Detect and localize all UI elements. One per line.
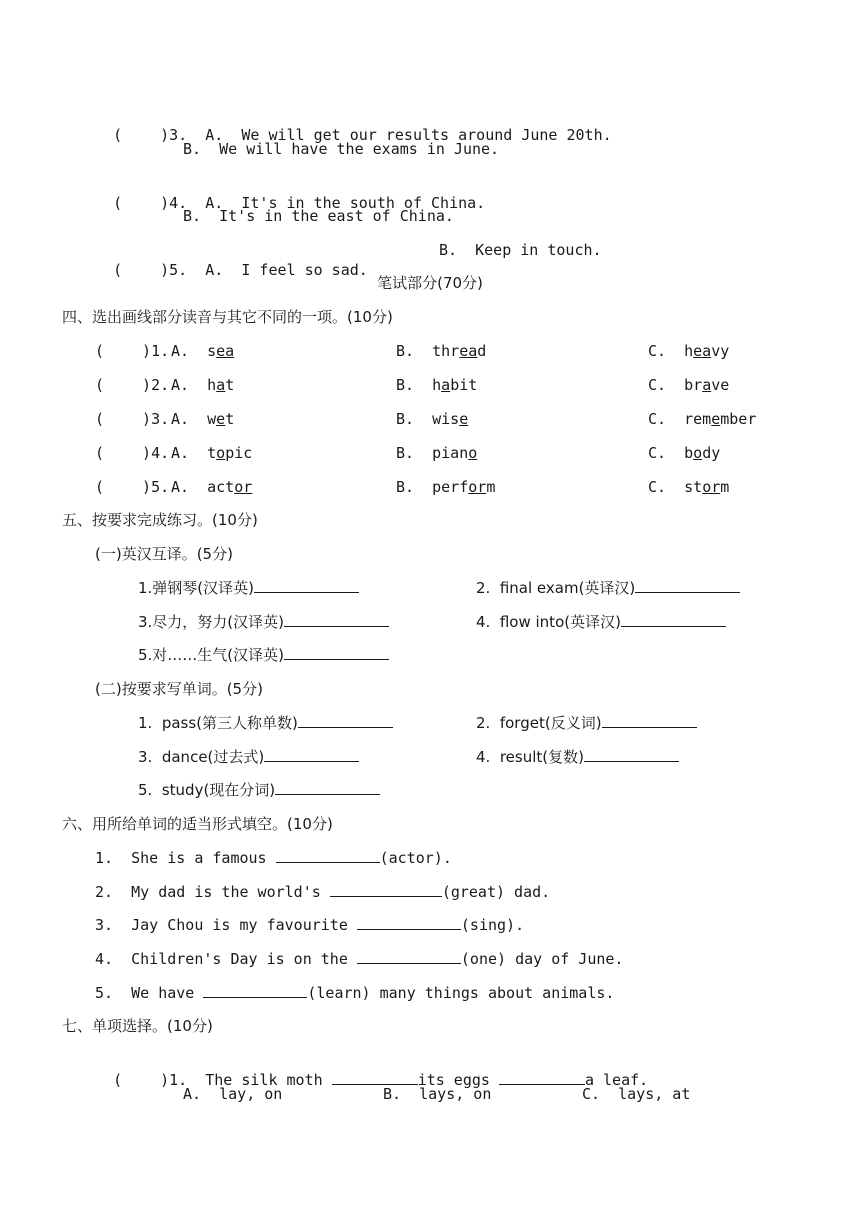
answer-paren-close: ) <box>142 410 152 428</box>
answer-blank[interactable] <box>254 578 359 593</box>
fill-item-3: 3. Jay Chou is my favourite (sing). <box>95 916 525 934</box>
word-form-item-3: 3. dance(过去式) <box>138 747 359 767</box>
answer-blank[interactable] <box>284 645 389 660</box>
phonics-row-1-option-a: A. sea <box>171 342 235 360</box>
phonics-row-3-option-a: A. wet <box>171 410 235 428</box>
translation-item-1: 1.弹钢琴(汉译英) <box>138 578 359 598</box>
section-6-title: 六、用所给单词的适当形式填空。(10分) <box>62 815 333 833</box>
option-letter: B. <box>396 444 433 462</box>
option-letter: C. <box>648 444 685 462</box>
answer-paren-close: ) <box>142 478 152 496</box>
phonics-row-3-number <box>95 409 169 429</box>
phonics-row-2-option-a: A. hat <box>171 376 235 394</box>
fill-item-4: 4. Children's Day is on the (one) day of June. <box>95 950 624 968</box>
answer-paren-open: ( <box>113 126 123 144</box>
answer-blank[interactable] <box>203 983 307 998</box>
question-number: 4. <box>169 194 188 212</box>
phonics-row-1-number <box>95 341 169 361</box>
translation-item-2: 2. final exam(英译汉) <box>476 578 740 598</box>
underlined-letters: ea <box>216 342 235 360</box>
phonics-row-5-number <box>95 477 169 497</box>
option-letter: C. <box>648 478 685 496</box>
underlined-letters: o <box>468 444 478 462</box>
answer-blank[interactable] <box>357 915 461 930</box>
listening-q3-option-b: B. We will have the exams in June. <box>183 140 500 158</box>
written-section-title: 笔试部分(70分) <box>377 274 483 292</box>
question-number: 2. <box>151 376 170 394</box>
option-a: A. I feel so sad. <box>205 261 368 279</box>
phonics-row-5-option-c: C. storm <box>648 478 730 496</box>
question-number: 5. <box>151 478 170 496</box>
underlined-letters: a <box>702 376 712 394</box>
question-number: 1. <box>151 342 170 360</box>
option-a: A. It's in the south of China. <box>205 194 486 212</box>
answer-blank[interactable] <box>621 612 726 627</box>
answer-paren-close: ) <box>142 444 152 462</box>
underlined-letters: e <box>711 410 721 428</box>
answer-paren-open: ( <box>113 194 123 212</box>
translation-item-5: 5.对……生气(汉译英) <box>138 645 389 665</box>
answer-paren-open: ( <box>113 261 123 279</box>
answer-paren-open: ( <box>95 410 105 428</box>
phonics-row-3-option-b: B. wise <box>396 410 469 428</box>
option-letter: A. <box>171 444 208 462</box>
underlined-letters: ea <box>693 342 712 360</box>
section-5-part-1-title: (一)英汉互译。(5分) <box>95 545 233 563</box>
option-letter: B. <box>396 410 433 428</box>
answer-paren-close: ) <box>142 376 152 394</box>
phonics-row-4-option-c: C. body <box>648 444 721 462</box>
question-number: 5. <box>169 261 188 279</box>
word-form-item-2: 2. forget(反义词) <box>476 713 697 733</box>
answer-blank[interactable] <box>276 848 380 863</box>
option-letter: B. <box>396 478 433 496</box>
phonics-row-5-option-a: A. actor <box>171 478 253 496</box>
answer-blank[interactable] <box>357 949 461 964</box>
section-7-title: 七、单项选择。(10分) <box>62 1017 213 1035</box>
phonics-row-2-option-b: B. habit <box>396 376 478 394</box>
option-letter: C. <box>648 342 685 360</box>
answer-paren-open: ( <box>95 342 105 360</box>
phonics-row-2-number <box>95 375 169 395</box>
underlined-letters: a <box>216 376 226 394</box>
answer-paren-close: ) <box>160 194 170 212</box>
listening-q4-option-b: B. It's in the east of China. <box>183 207 454 225</box>
question-number: 4. <box>151 444 170 462</box>
underlined-letters: or <box>468 478 487 496</box>
translation-item-3: 3.尽力，努力(汉译英) <box>138 612 389 632</box>
answer-paren-close: ) <box>160 126 170 144</box>
option-letter: A. <box>171 478 208 496</box>
section-5-title: 五、按要求完成练习。(10分) <box>62 511 258 529</box>
phonics-row-5-option-b: B. perform <box>396 478 496 496</box>
underlined-letters: o <box>216 444 226 462</box>
choice-q1-option-c: C. lays, at <box>582 1085 691 1103</box>
phonics-row-2-option-c: C. brave <box>648 376 730 394</box>
answer-blank[interactable] <box>499 1070 585 1085</box>
underlined-letters: a <box>441 376 451 394</box>
answer-blank[interactable] <box>284 612 389 627</box>
answer-blank[interactable] <box>264 747 359 762</box>
phonics-row-4-option-a: A. topic <box>171 444 253 462</box>
answer-paren-close: ) <box>160 1071 170 1089</box>
answer-paren-close: ) <box>142 342 152 360</box>
option-letter: A. <box>171 342 208 360</box>
underlined-letters: e <box>216 410 226 428</box>
fill-item-2: 2. My dad is the world's (great) dad. <box>95 883 551 901</box>
underlined-letters: o <box>693 444 703 462</box>
underlined-letters: or <box>702 478 721 496</box>
fill-item-5: 5. We have (learn) many things about animals. <box>95 984 615 1002</box>
underlined-letters: or <box>234 478 253 496</box>
listening-q5-option-b: B. Keep in touch. <box>439 241 602 259</box>
answer-paren-close: ) <box>160 261 170 279</box>
word-form-item-1: 1. pass(第三人称单数) <box>138 713 393 733</box>
answer-blank[interactable] <box>298 713 393 728</box>
fill-item-1: 1. She is a famous (actor). <box>95 849 452 867</box>
answer-blank[interactable] <box>602 713 697 728</box>
phonics-row-4-option-b: B. piano <box>396 444 478 462</box>
phonics-row-1-option-b: B. thread <box>396 342 487 360</box>
section-5-part-2-title: (二)按要求写单词。(5分) <box>95 680 263 698</box>
option-letter: C. <box>648 376 685 394</box>
phonics-row-4-number <box>95 443 169 463</box>
option-letter: A. <box>171 376 208 394</box>
answer-paren-open: ( <box>95 444 105 462</box>
choice-q1-stem: ( )1. The silk moth its eggs a leaf. <box>113 1071 649 1089</box>
word-form-item-4: 4. result(复数) <box>476 747 679 767</box>
choice-q1-option-a: A. lay, on <box>183 1085 283 1103</box>
answer-blank[interactable] <box>275 780 380 795</box>
option-letter: B. <box>396 376 433 394</box>
option-letter: C. <box>648 410 685 428</box>
answer-blank[interactable] <box>635 578 740 593</box>
option-letter: B. <box>396 342 433 360</box>
answer-paren-open: ( <box>95 376 105 394</box>
section-4-title: 四、选出画线部分读音与其它不同的一项。(10分) <box>62 308 393 326</box>
phonics-row-3-option-c: C. remember <box>648 410 757 428</box>
translation-item-4: 4. flow into(英译汉) <box>476 612 726 632</box>
option-letter: A. <box>171 410 208 428</box>
question-number: 3. <box>151 410 170 428</box>
choice-q1-option-b: B. lays, on <box>383 1085 492 1103</box>
question-number: 3. <box>169 126 188 144</box>
answer-blank[interactable] <box>330 882 442 897</box>
answer-blank[interactable] <box>584 747 679 762</box>
phonics-row-1-option-c: C. heavy <box>648 342 730 360</box>
underlined-letters: ea <box>459 342 478 360</box>
answer-paren-open: ( <box>95 478 105 496</box>
underlined-letters: e <box>459 410 469 428</box>
option-a: A. We will get our results around June 20th. <box>205 126 612 144</box>
word-form-item-5: 5. study(现在分词) <box>138 780 380 800</box>
answer-blank[interactable] <box>332 1070 418 1085</box>
answer-paren-open: ( <box>113 1071 123 1089</box>
